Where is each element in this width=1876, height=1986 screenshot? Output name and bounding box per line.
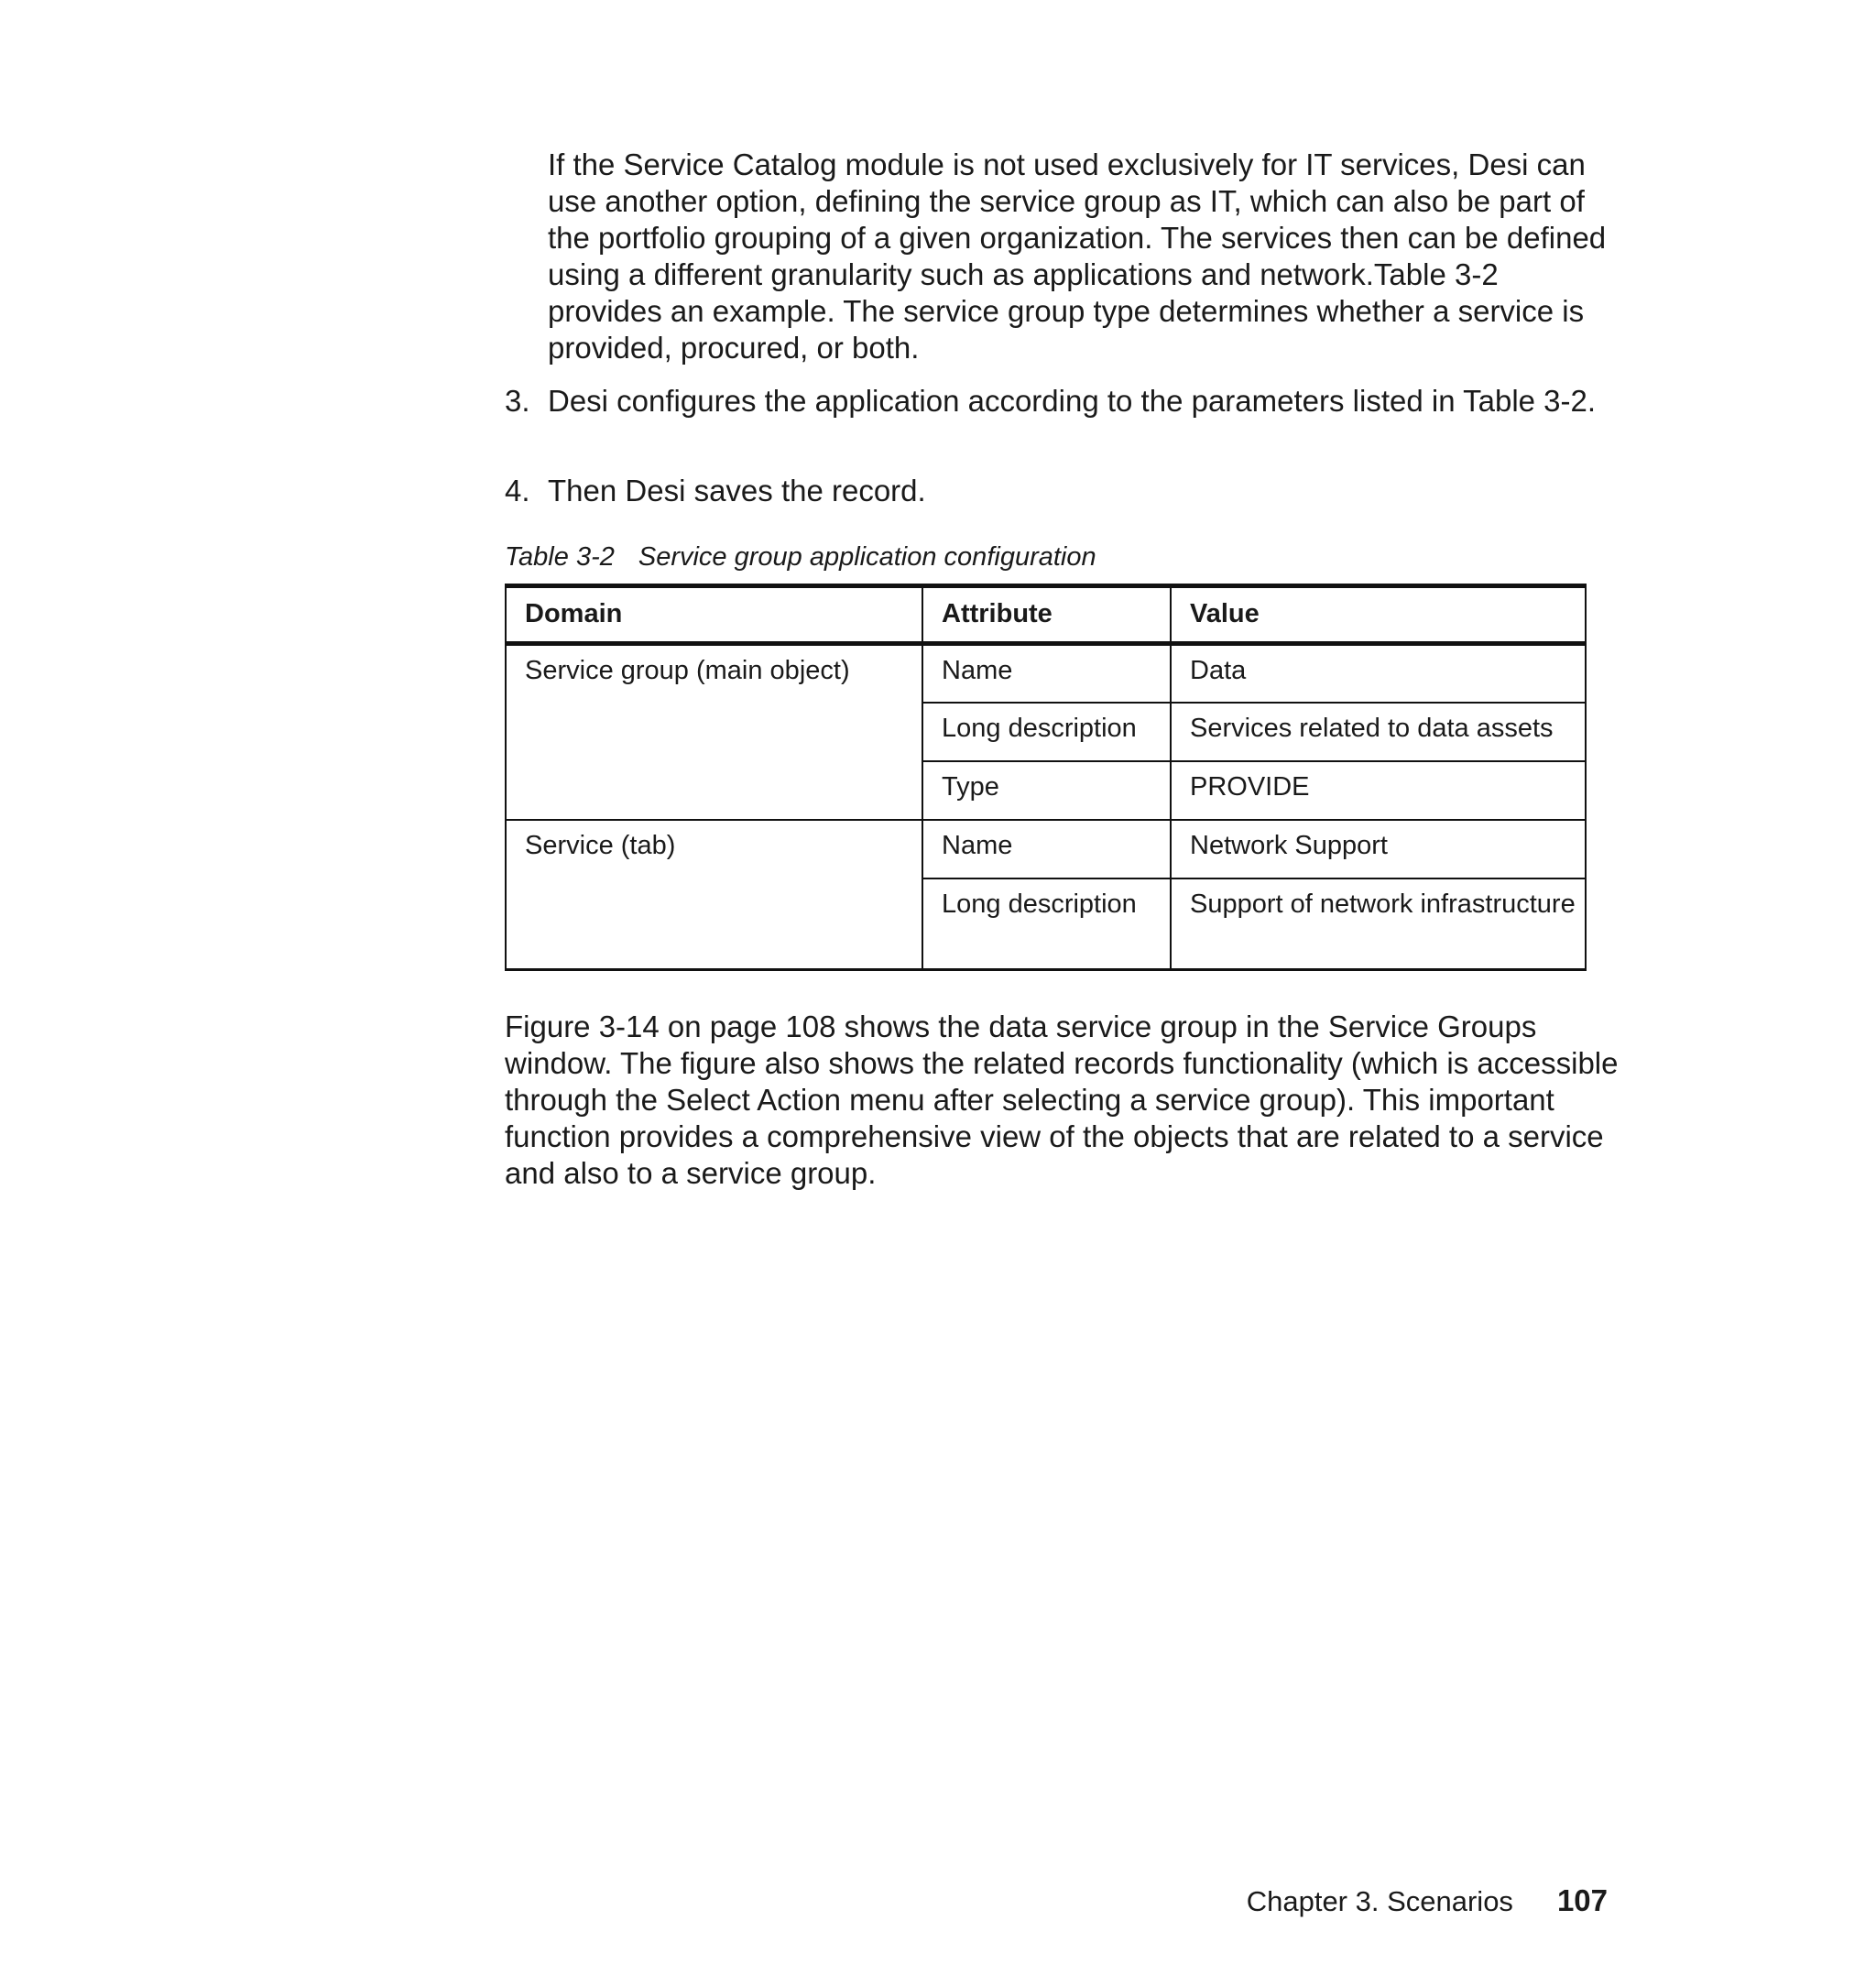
header-attribute: Attribute — [922, 586, 1171, 644]
step-text: Then Desi saves the record. — [548, 474, 926, 507]
service-group-config-table — [505, 584, 1587, 971]
value-cell: Services related to data assets — [1171, 703, 1586, 761]
step-number: 3. — [505, 384, 530, 418]
table-header-row — [506, 586, 1586, 644]
attribute-cell: Long description — [922, 878, 1171, 970]
table-caption — [505, 540, 1096, 573]
table-row — [506, 644, 1586, 703]
step-number: 4. — [505, 474, 530, 507]
step-text: Desi configures the application according to the parameters listed in Table 3-2. — [548, 384, 1597, 418]
value-cell: Network Support — [1171, 820, 1586, 878]
header-value: Value — [1171, 586, 1586, 644]
outro-paragraph: Figure 3-14 on page 108 shows the data service group in the Service Groups window. The figure also shows the related records functionality (which is accessible through the Select Action menu after selecting a service group). This important function provides a comprehensive view of the objects that are related to a service and also to a service group. — [505, 1009, 1619, 1190]
table-caption-label: Table 3-2 — [505, 542, 615, 572]
attribute-cell: Name — [922, 820, 1171, 878]
footer-page-number: 107 — [1556, 1883, 1608, 1917]
page-footer — [1247, 1882, 1608, 1920]
domain-cell: Service (tab) — [506, 820, 922, 970]
attribute-cell: Name — [922, 644, 1171, 703]
table-row — [506, 820, 1586, 878]
value-cell: Data — [1171, 644, 1586, 703]
header-domain: Domain — [506, 586, 922, 644]
domain-cell: Service group (main object) — [506, 644, 922, 820]
footer-chapter-title: Chapter 3. Scenarios — [1246, 1885, 1513, 1917]
value-cell: PROVIDE — [1171, 761, 1586, 820]
intro-paragraph: If the Service Catalog module is not used exclusively for IT services, Desi can use another option, defining the service group as IT, which can also be part of the portfolio grouping of a given organization. The services then can be defined using a different granularity such as applications and network.Table 3-2 provides an example. The service group type determines whether a service is provided, procured, or both. — [548, 147, 1607, 365]
table-caption-title: Service group application configuration — [638, 542, 1096, 572]
value-cell: Support of network infrastructure — [1171, 878, 1586, 970]
attribute-cell: Long description — [922, 703, 1171, 761]
attribute-cell: Type — [922, 761, 1171, 820]
